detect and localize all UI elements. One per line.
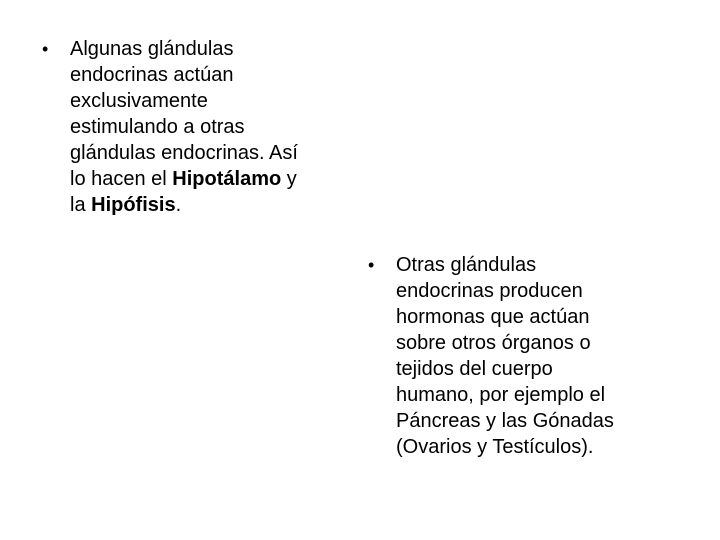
bullet-marker: •	[368, 255, 375, 275]
bullet-text	[396, 252, 678, 460]
text-segment: .	[175, 194, 182, 216]
text-line: Páncreas y las Gónadas	[396, 410, 614, 432]
bullet-block-glandulas-estimulantes	[42, 36, 342, 218]
text-line: endocrinas producen	[396, 280, 583, 302]
text-line: hormonas que actúan	[396, 306, 590, 328]
term-hipotalamo: Hipotálamo	[172, 168, 282, 190]
bullet-block-glandulas-hormonas	[368, 252, 678, 460]
text-line: estimulando a otras	[70, 116, 245, 138]
text-segment: lo hacen el	[70, 168, 173, 190]
text-line: (Ovarios y Testículos).	[396, 436, 594, 458]
bullet-line	[42, 36, 342, 218]
text-line: exclusivamente	[70, 90, 208, 112]
term-hipofisis: Hipófisis	[91, 194, 176, 216]
text-line: endocrinas actúan	[70, 64, 234, 86]
bullet-text	[70, 36, 342, 218]
bullet-marker: •	[42, 39, 49, 59]
text-line: tejidos del cuerpo	[396, 358, 553, 380]
text-line: Otras glándulas	[396, 254, 537, 276]
bullet-line	[368, 252, 678, 460]
text-line: Algunas glándulas	[70, 38, 234, 60]
text-line: sobre otros órganos o	[396, 332, 591, 354]
text-segment: y	[281, 168, 297, 190]
text-line: humano, por ejemplo el	[396, 384, 606, 406]
text-line: glándulas endocrinas. Así	[70, 142, 298, 164]
text-line	[70, 194, 181, 216]
text-line	[70, 168, 297, 190]
text-segment: la	[70, 194, 92, 216]
